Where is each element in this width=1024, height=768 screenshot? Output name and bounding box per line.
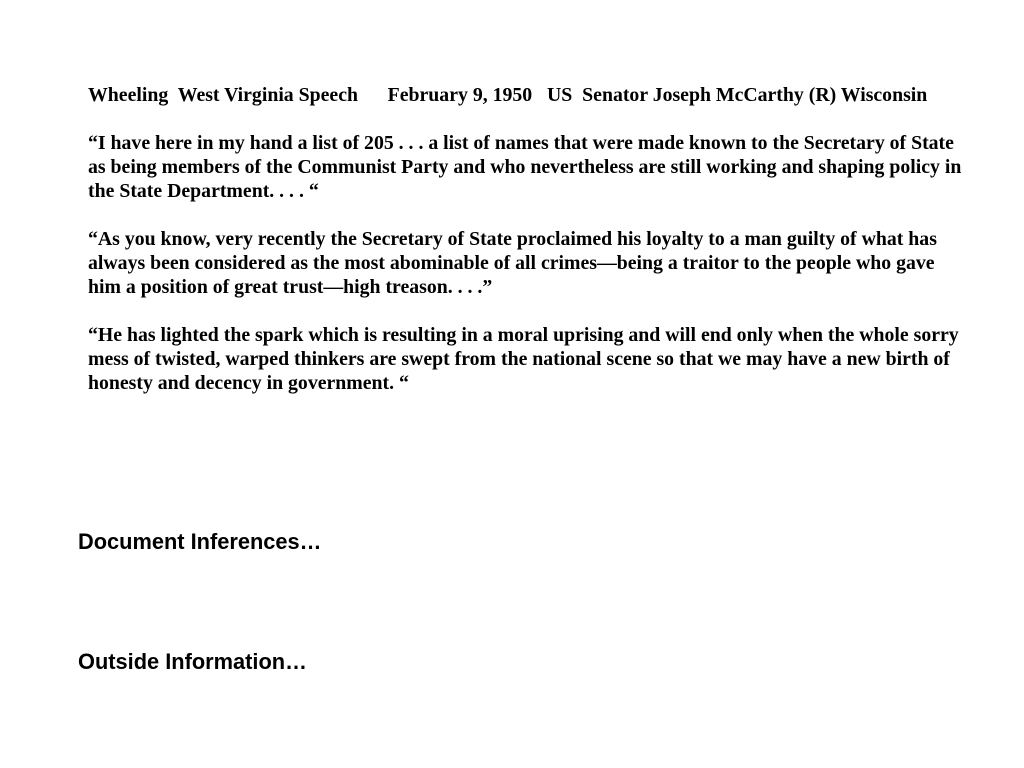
document-inferences-heading: Document Inferences… [78, 529, 322, 554]
quote-2-line-2: always been considered as the most abominable of all crimes—being a traitor to the people who gave [88, 252, 935, 274]
outside-information-heading: Outside Information… [78, 649, 307, 674]
quote-3-line-3: honesty and decency in government. “ [88, 372, 409, 394]
quote-1 [88, 131, 961, 203]
quote-2-line-3: him a position of great trust—high treason. . . .” [88, 276, 493, 298]
speech-header: Wheeling West Virginia Speech February 9, 1950 US Senator Joseph McCarthy (R) Wisconsin [88, 84, 928, 106]
quote-1-line-3: the State Department. . . . “ [88, 180, 319, 202]
quote-2 [88, 227, 961, 299]
quote-3 [88, 323, 961, 395]
quote-3-line-2: mess of twisted, warped thinkers are swept from the national scene so that we may have a new birth of [88, 348, 950, 370]
quote-3-line-1: “He has lighted the spark which is resulting in a moral uprising and will end only when the whole sorry [88, 324, 959, 346]
quote-1-line-2: as being members of the Communist Party and who nevertheless are still working and shaping policy in [88, 156, 962, 178]
quote-1-line-1: “I have here in my hand a list of 205 . . . a list of names that were made known to the Secretary of State [88, 132, 954, 154]
speech-text-box [88, 83, 961, 395]
quote-2-line-1: “As you know, very recently the Secretary of State proclaimed his loyalty to a man guilty of what has [88, 228, 937, 250]
